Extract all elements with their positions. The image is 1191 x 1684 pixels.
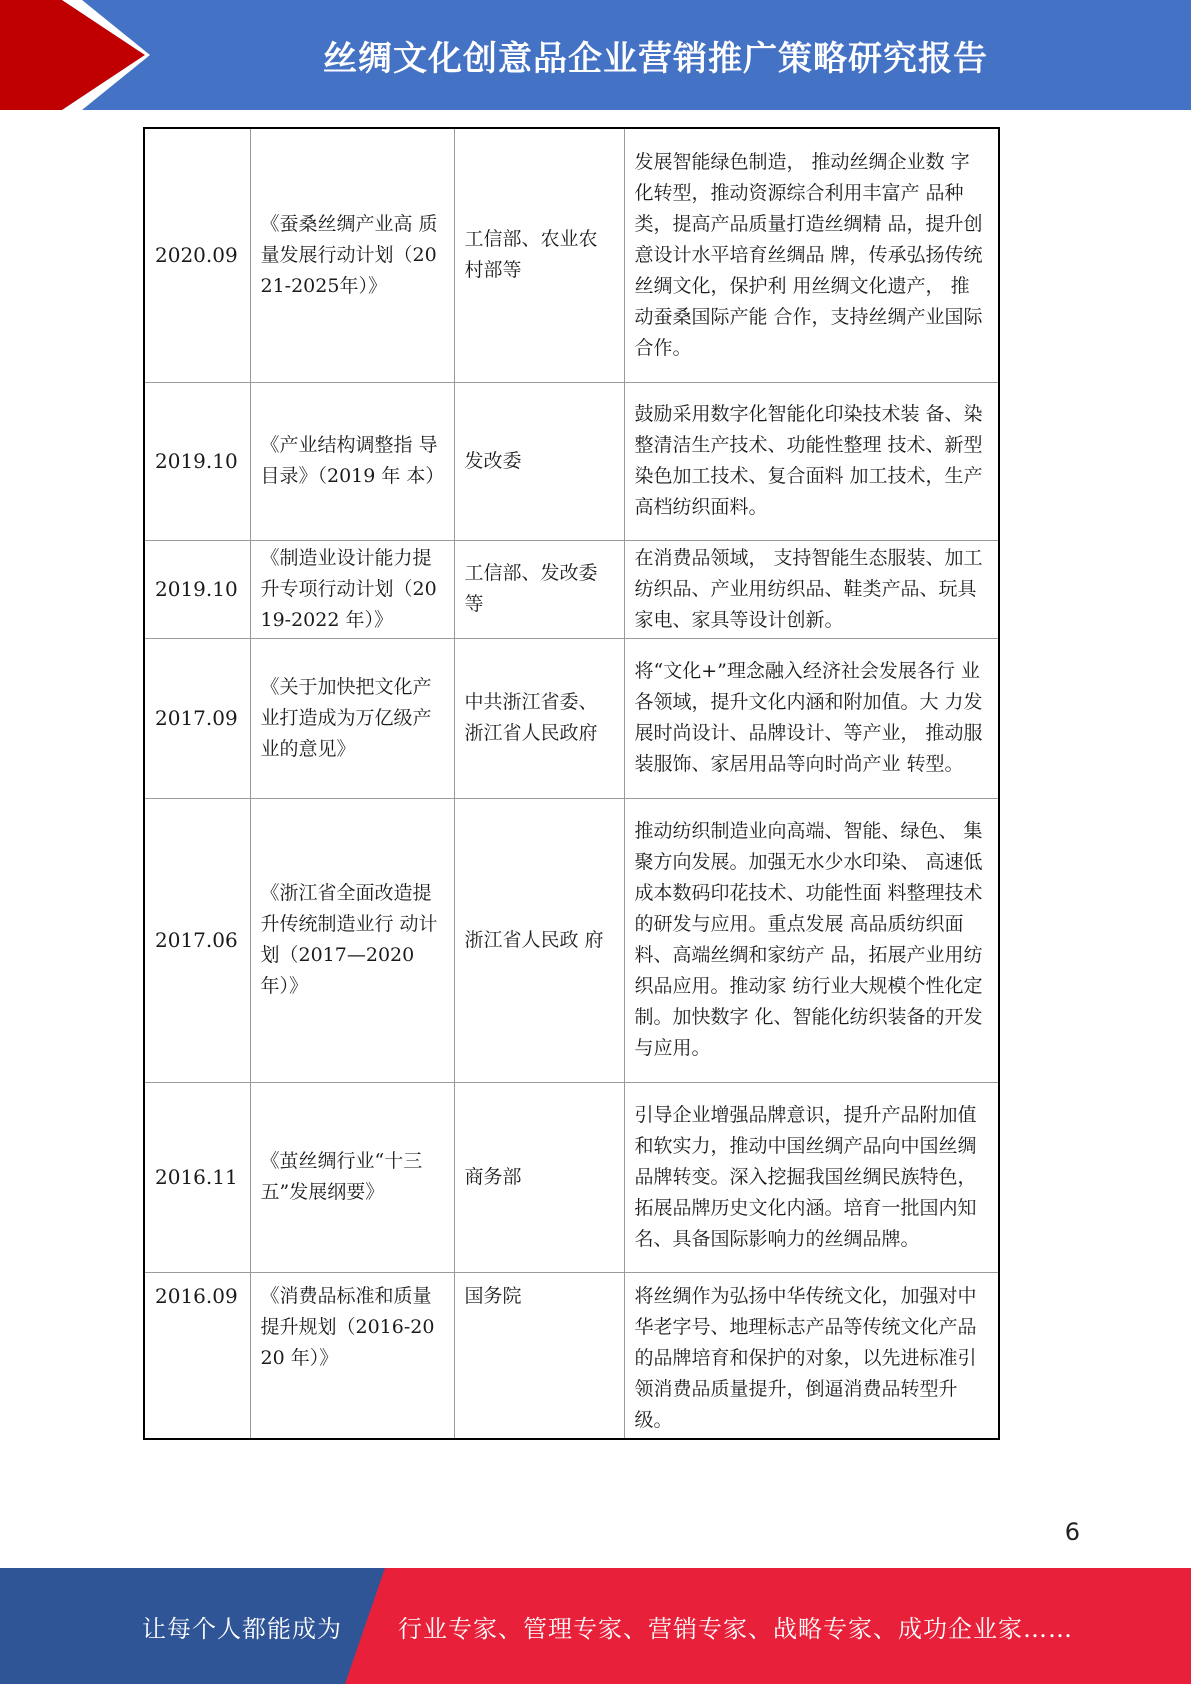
policy-date: 2017.06 xyxy=(144,798,250,1082)
table-row xyxy=(144,1272,999,1439)
policy-name: 《茧丝绸行业“十三五”发展纲要》 xyxy=(250,1082,454,1272)
issuing-department: 浙江省人民政 府 xyxy=(454,798,624,1082)
page-footer xyxy=(0,1568,1191,1684)
table-row xyxy=(144,540,999,638)
table-row xyxy=(144,638,999,798)
issuing-department: 工信部、农业农村部等 xyxy=(454,128,624,382)
table-row xyxy=(144,798,999,1082)
issuing-department: 国务院 xyxy=(454,1272,624,1439)
policy-date: 2019.10 xyxy=(144,540,250,638)
policy-name: 《消费品标准和质量提升规划（2016-2020 年）》 xyxy=(250,1272,454,1439)
table-row xyxy=(144,1082,999,1272)
policy-date: 2019.10 xyxy=(144,382,250,540)
footer-slogan-left: 让每个人都能成为 xyxy=(142,1614,342,1643)
policy-content: 将“文化+”理念融入经济社会发展各行 业各领域，提升文化内涵和附加值。大 力发展时尚设计、品牌设计、等产业， 推动服装服饰、家居用品等向时尚产业 转型。 xyxy=(624,638,999,798)
policy-date: 2017.09 xyxy=(144,638,250,798)
policy-date: 2016.09 xyxy=(144,1272,250,1439)
issuing-department: 发改委 xyxy=(454,382,624,540)
policy-name: 《产业结构调整指 导目录》（2019 年 本） xyxy=(250,382,454,540)
policy-table xyxy=(143,127,1000,1440)
policy-name: 《浙江省全面改造提升传统制造业行 动计划（2017—2020 年）》 xyxy=(250,798,454,1082)
page-number: 6 xyxy=(1064,1518,1080,1546)
table-row xyxy=(144,128,999,382)
policy-date: 2016.11 xyxy=(144,1082,250,1272)
report-title: 丝绸文化创意品企业营销推广策略研究报告 xyxy=(323,38,988,79)
issuing-department: 商务部 xyxy=(454,1082,624,1272)
policy-name: 《制造业设计能力提升专项行动计划（2019-2022 年）》 xyxy=(250,540,454,638)
footer-slogan-right: 行业专家、管理专家、营销专家、战略专家、成功企业家…… xyxy=(398,1614,1073,1643)
policy-content: 引导企业增强品牌意识，提升产品附加值和软实力，推动中国丝绸产品向中国丝绸品牌转变。深入挖掘我国丝绸民族特色，拓展品牌历史文化内涵。培育一批国内知名、具备国际影响力的丝绸品牌。 xyxy=(624,1082,999,1272)
issuing-department: 中共浙江省委、浙江省人民政府 xyxy=(454,638,624,798)
policy-name: 《关于加快把文化产业打造成为万亿级产业的意见》 xyxy=(250,638,454,798)
table-row xyxy=(144,382,999,540)
policy-name: 《蚕桑丝绸产业高 质量发展行动计划（2021-2025年）》 xyxy=(250,128,454,382)
policy-content: 发展智能绿色制造， 推动丝绸企业数 字化转型，推动资源综合利用丰富产 品种类，提高产品质量打造丝绸精 品，提升创意设计水平培育丝绸品 牌，传承弘扬传统丝绸文化，保护利 用丝绸文化遗产， 推动蚕桑国际产能 合作，支持丝绸产业国际合作。 xyxy=(624,128,999,382)
page-header xyxy=(0,0,1191,110)
policy-content: 将丝绸作为弘扬中华传统文化，加强对中华老字号、地理标志产品等传统文化产品的品牌培育和保护的对象，以先进标准引领消费品质量提升，倒逼消费品转型升级。 xyxy=(624,1272,999,1439)
issuing-department: 工信部、发改委等 xyxy=(454,540,624,638)
policy-content: 推动纺织制造业向高端、智能、绿色、 集聚方向发展。加强无水少水印染、 高速低成本数码印花技术、功能性面 料整理技术的研发与应用。重点发展 高品质纺织面料、高端丝绸和家纺产 品，拓展产业用纺织品应用。推动家 纺行业大规模个性化定制。加快数字 化、智能化纺织装备的开发与应用。 xyxy=(624,798,999,1082)
policy-content: 鼓励采用数字化智能化印染技术装 备、染整清洁生产技术、功能性整理 技术、新型染色加工技术、复合面料 加工技术，生产高档纺织面料。 xyxy=(624,382,999,540)
policy-date: 2020.09 xyxy=(144,128,250,382)
policy-content: 在消费品领域， 支持智能生态服装、加工纺织品、产业用纺织品、鞋类产品、玩具家电、家具等设计创新。 xyxy=(624,540,999,638)
